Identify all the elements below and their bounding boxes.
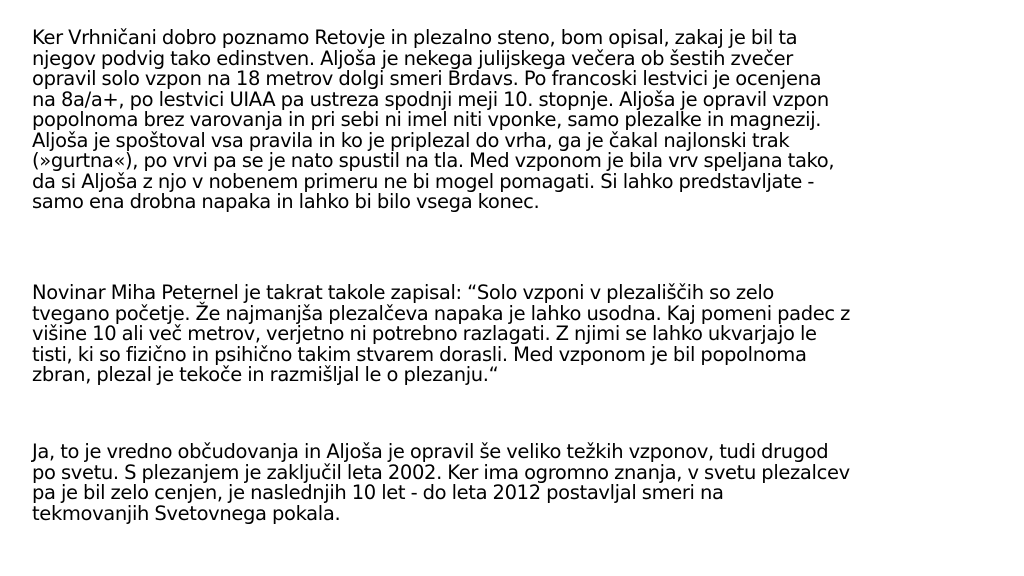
text-line: Novinar Miha Peternel je takrat takole zapisal: “Solo vzponi v plezališčih so zelo <box>32 281 775 304</box>
text-line: da si Aljoša z njo v nobenem primeru ne bi mogel pomagati. Si lahko predstavljate - <box>32 169 815 193</box>
text-line: Ja, to je vredno občudovanja in Aljoša je opravil še veliko težkih vzponov, tudi drugod <box>32 440 829 463</box>
text-line: po svetu. S plezanjem je zaključil leta 2002. Ker ima ogromno znanja, v svetu plezalcev <box>32 460 850 484</box>
paragraph-solo-climb <box>32 28 1007 213</box>
text-line: (»gurtna«), po vrvi pa se je nato spustil na tla. Med vzponom je bila vrv speljana tako, <box>32 149 835 172</box>
text-line: samo ena drobna napaka in lahko bi bilo vsega konec. <box>32 190 540 213</box>
paragraph-journalist-quote <box>32 283 1007 386</box>
paragraph-career-summary <box>32 442 1007 524</box>
text-line: njegov podvig tako edinstven. Aljoša je nekega julijskega večera ob šestih zvečer <box>32 46 793 70</box>
text-line: tekmovanjih Svetovnega pokala. <box>32 501 341 525</box>
text-line: Aljoša je spoštoval vsa pravila in ko je priplezal do vrha, ga je čakal najlonski trak <box>32 128 790 152</box>
text-line: Ker Vrhničani dobro poznamo Retovje in plezalno steno, bom opisal, zakaj je bil ta <box>32 26 798 49</box>
text-line: zbran, plezal je tekoče in razmišljal le o plezanju.“ <box>32 363 499 386</box>
text-line: popolnoma brez varovanja in pri sebi ni imel niti vponke, samo plezalke in magnezij. <box>32 108 822 131</box>
text-line: pa je bil zelo cenjen, je naslednjih 10 let - do leta 2012 postavljal smeri na <box>32 481 724 504</box>
text-line: višine 10 ali več metrov, verjetno ni potrebno razlagati. Z njimi se lahko ukvarjajo le <box>32 322 817 345</box>
text-line: opravil solo vzpon na 18 metrov dolgi smeri Brdavs. Po francoski lestvici je ocenjena <box>32 67 822 90</box>
text-line: tvegano početje. Že najmanjša plezalčeva napaka je lahko usodna. Kaj pomeni padec z <box>32 301 851 325</box>
text-line: tisti, ki so fizično in psihično takim stvarem dorasli. Med vzponom je bil popolnoma <box>32 342 807 366</box>
text-line: na 8a/a+, po lestvici UIAA pa ustreza spodnji meji 10. stopnje. Aljoša je opravil vzpon <box>32 87 829 111</box>
